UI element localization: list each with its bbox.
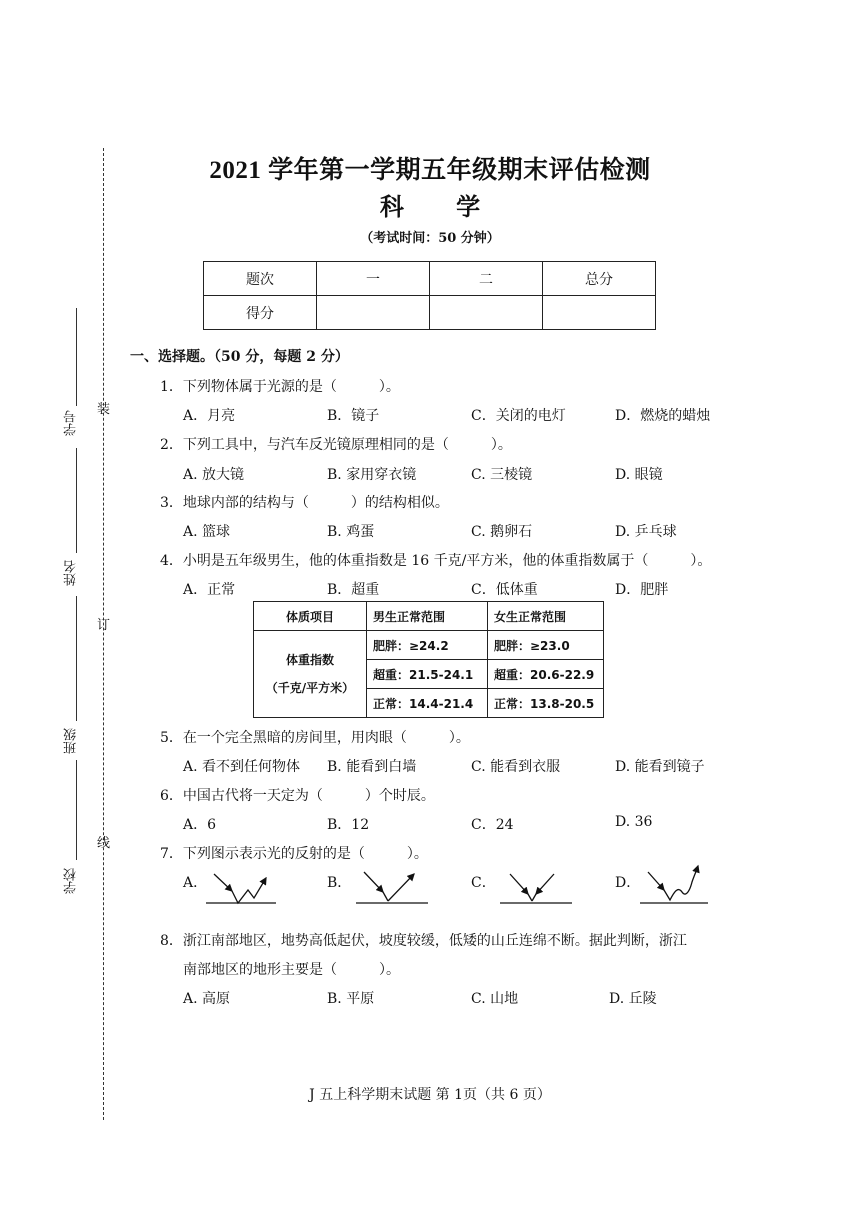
question-6: 6．中国古代将一天定为（ ）个时辰。 [160, 788, 435, 804]
score-header-cell: 一 [317, 262, 430, 296]
q3-option-d[interactable]: D. 乒乓球 [615, 524, 677, 540]
q6-option-a[interactable]: A．6 [183, 817, 217, 833]
name-label: 姓名 [64, 560, 79, 586]
q7-option-a[interactable]: A． [183, 875, 208, 891]
score-header-cell: 总分 [543, 262, 656, 296]
q2-option-b[interactable]: B. 家用穿衣镜 [327, 467, 417, 483]
page-footer: J 五上科学期末试题 第 1页（共 6 页） [309, 1087, 551, 1103]
score-header-cell: 二 [430, 262, 543, 296]
bmi-item-label: 体重指数 [285, 653, 334, 667]
binding-dashed-line [103, 148, 104, 1120]
q4-option-a[interactable]: A．正常 [183, 582, 236, 598]
q2-option-c[interactable]: C. 三棱镜 [471, 467, 533, 483]
reflection-diagram-d[interactable] [636, 858, 716, 908]
q7-option-d[interactable]: D． [615, 875, 641, 891]
bmi-table [253, 601, 604, 718]
bmi-header-female: 女生正常范围 [488, 602, 604, 631]
q4-option-d[interactable]: D．肥胖 [615, 582, 669, 598]
school-label: 学校 [64, 868, 79, 894]
bmi-header-row [254, 602, 604, 631]
q6-option-c[interactable]: C．24 [471, 817, 514, 833]
q3-option-b[interactable]: B. 鸡蛋 [327, 524, 375, 540]
question-3: 3．地球内部的结构与（ ）的结构相似。 [160, 495, 449, 511]
q5-option-a[interactable]: A. 看不到任何物体 [183, 759, 301, 775]
score-table-header-row [204, 262, 656, 296]
subject-title: 科 学 [379, 192, 503, 221]
q7-option-c[interactable]: C． [471, 875, 496, 891]
class-label: 班级 [64, 728, 79, 754]
q3-option-a[interactable]: A. 篮球 [183, 524, 231, 540]
q1-option-a[interactable]: A．月亮 [183, 408, 236, 424]
bmi-item-cell [254, 631, 367, 718]
student-number-line[interactable] [76, 308, 77, 406]
q4-option-b[interactable]: B．超重 [327, 582, 380, 598]
exam-title: 2021 学年第一学期五年级期末评估检测 [209, 157, 651, 184]
binding-char-ding: 订 [97, 618, 111, 633]
reflection-diagram-a[interactable] [202, 866, 282, 908]
q5-option-c[interactable]: C. 能看到衣服 [471, 759, 561, 775]
bmi-header-male: 男生正常范围 [367, 602, 488, 631]
question-8-line1: 8．浙江南部地区，地势高低起伏，坡度较缓，低矮的山丘连绵不断。据此判断，浙江 [160, 933, 687, 949]
binding-char-zhuang: 装 [97, 402, 111, 417]
bmi-row [254, 631, 604, 660]
score-row-label: 得分 [204, 296, 317, 330]
q4-option-c[interactable]: C．低体重 [471, 582, 538, 598]
question-4: 4．小明是五年级男生，他的体重指数是 16 千克/平方米，他的体重指数属于（ ）。 [160, 553, 712, 569]
q2-option-a[interactable]: A. 放大镜 [183, 467, 245, 483]
school-line[interactable] [76, 760, 77, 860]
bmi-male-obese: 肥胖：≥24.2 [367, 631, 488, 660]
question-7: 7．下列图示表示光的反射的是（ ）。 [160, 846, 428, 862]
reflection-diagram-b[interactable] [352, 866, 432, 908]
bmi-header-item: 体质项目 [254, 602, 367, 631]
q6-option-d[interactable]: D. 36 [615, 814, 653, 830]
q1-option-b[interactable]: B．镜子 [327, 408, 380, 424]
question-5: 5．在一个完全黑暗的房间里，用肉眼（ ）。 [160, 730, 470, 746]
q5-option-d[interactable]: D. 能看到镜子 [615, 759, 705, 775]
bmi-male-normal: 正常：14.4-21.4 [367, 689, 488, 718]
score-cell-1[interactable] [317, 296, 430, 330]
q6-option-b[interactable]: B．12 [327, 817, 370, 833]
q3-option-c[interactable]: C. 鹅卵石 [471, 524, 533, 540]
question-1: 1．下列物体属于光源的是（ ）。 [160, 379, 400, 395]
reflection-diagram-c[interactable] [496, 866, 576, 908]
q5-option-b[interactable]: B. 能看到白墙 [327, 759, 417, 775]
bmi-male-overweight: 超重：21.5-24.1 [367, 660, 488, 689]
binding-char-xian: 线 [97, 836, 111, 851]
question-2: 2．下列工具中，与汽车反光镜原理相同的是（ ）。 [160, 437, 512, 453]
bmi-item-unit: （千克/平方米） [265, 681, 355, 695]
score-table [203, 261, 656, 330]
q8-option-d[interactable]: D. 丘陵 [609, 991, 657, 1007]
student-number-label: 学号 [64, 410, 79, 436]
score-cell-total[interactable] [543, 296, 656, 330]
exam-time: （考试时间：50 分钟） [360, 231, 500, 246]
name-line[interactable] [76, 448, 77, 553]
score-header-cell: 题次 [204, 262, 317, 296]
q8-option-b[interactable]: B. 平原 [327, 991, 375, 1007]
q1-option-d[interactable]: D．燃烧的蜡烛 [615, 408, 711, 424]
bmi-female-obese: 肥胖：≥23.0 [488, 631, 604, 660]
question-8-line2: 南部地区的地形主要是（ ）。 [183, 962, 400, 978]
class-line[interactable] [76, 596, 77, 721]
q8-option-c[interactable]: C. 山地 [471, 991, 519, 1007]
q2-option-d[interactable]: D. 眼镜 [615, 467, 663, 483]
q1-option-c[interactable]: C．关闭的电灯 [471, 408, 566, 424]
q8-option-a[interactable]: A. 高原 [183, 991, 231, 1007]
bmi-female-normal: 正常：13.8-20.5 [488, 689, 604, 718]
bmi-female-overweight: 超重：20.6-22.9 [488, 660, 604, 689]
score-table-row [204, 296, 656, 330]
section-title: 一、选择题。（50 分，每题 2 分） [130, 349, 349, 365]
q7-option-b[interactable]: B． [327, 875, 352, 891]
score-cell-2[interactable] [430, 296, 543, 330]
